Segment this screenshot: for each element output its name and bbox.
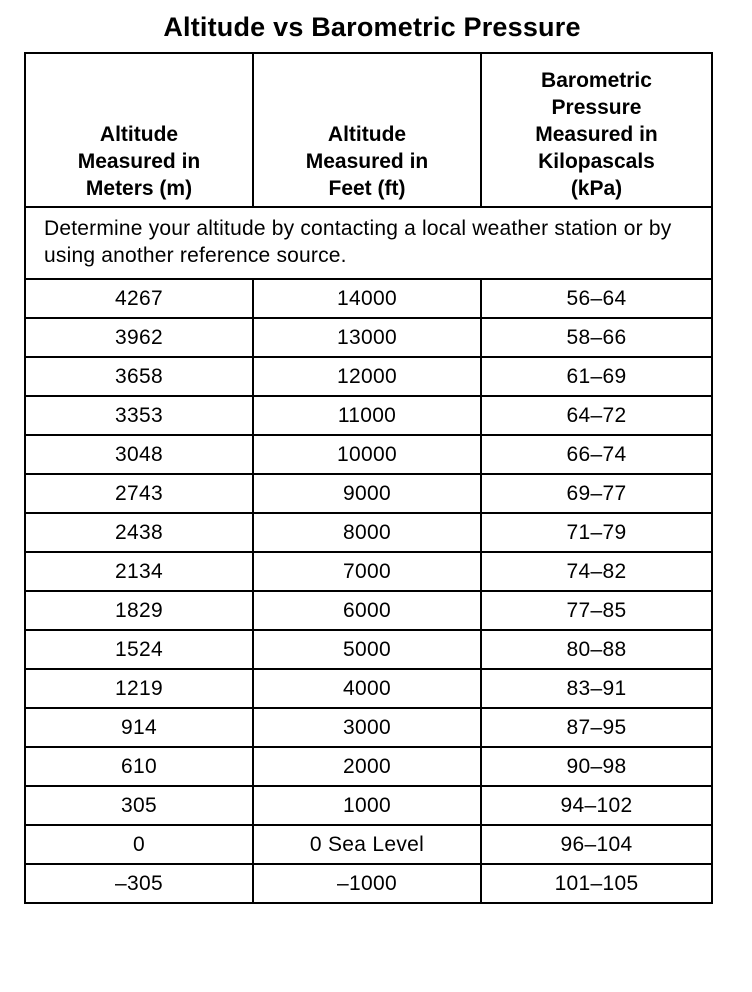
table-row	[25, 513, 712, 552]
cell-feet: 10000	[253, 435, 481, 474]
cell-meters: 3658	[25, 357, 253, 396]
header-feet: Altitude Measured in Feet (ft)	[253, 53, 481, 207]
table-row	[25, 474, 712, 513]
cell-kpa: 71–79	[481, 513, 712, 552]
cell-meters: 610	[25, 747, 253, 786]
cell-kpa: 69–77	[481, 474, 712, 513]
cell-meters: 914	[25, 708, 253, 747]
cell-feet: 2000	[253, 747, 481, 786]
header-kpa: Barometric Pressure Measured in Kilopascals (kPa)	[481, 53, 712, 207]
cell-feet: 11000	[253, 396, 481, 435]
note-row	[25, 207, 712, 279]
cell-kpa: 96–104	[481, 825, 712, 864]
note-text: Determine your altitude by contacting a local weather station or by using another reference source.	[25, 207, 712, 279]
cell-kpa: 94–102	[481, 786, 712, 825]
table-row	[25, 435, 712, 474]
table-row	[25, 669, 712, 708]
cell-feet: 7000	[253, 552, 481, 591]
cell-kpa: 80–88	[481, 630, 712, 669]
altitude-pressure-table	[24, 52, 713, 904]
table-row	[25, 591, 712, 630]
cell-meters: 305	[25, 786, 253, 825]
cell-meters: 3048	[25, 435, 253, 474]
cell-meters: 1219	[25, 669, 253, 708]
cell-kpa: 56–64	[481, 279, 712, 318]
table-row	[25, 747, 712, 786]
cell-feet: 8000	[253, 513, 481, 552]
cell-feet: 6000	[253, 591, 481, 630]
cell-kpa: 101–105	[481, 864, 712, 903]
cell-meters: 3962	[25, 318, 253, 357]
cell-meters: 0	[25, 825, 253, 864]
cell-feet: 13000	[253, 318, 481, 357]
table-row	[25, 552, 712, 591]
page-title: Altitude vs Barometric Pressure	[163, 12, 581, 42]
cell-feet: 14000	[253, 279, 481, 318]
table-row	[25, 825, 712, 864]
cell-kpa: 83–91	[481, 669, 712, 708]
table-row	[25, 396, 712, 435]
table-row	[25, 708, 712, 747]
cell-meters: –305	[25, 864, 253, 903]
cell-meters: 2743	[25, 474, 253, 513]
header-row	[25, 53, 712, 207]
table-row	[25, 864, 712, 903]
cell-kpa: 61–69	[481, 357, 712, 396]
cell-feet: 3000	[253, 708, 481, 747]
table-row	[25, 357, 712, 396]
cell-kpa: 77–85	[481, 591, 712, 630]
cell-feet: 9000	[253, 474, 481, 513]
cell-meters: 1829	[25, 591, 253, 630]
cell-meters: 4267	[25, 279, 253, 318]
cell-kpa: 58–66	[481, 318, 712, 357]
cell-meters: 2438	[25, 513, 253, 552]
table-row	[25, 630, 712, 669]
cell-feet: 5000	[253, 630, 481, 669]
cell-feet: 12000	[253, 357, 481, 396]
cell-feet: 1000	[253, 786, 481, 825]
cell-kpa: 66–74	[481, 435, 712, 474]
cell-meters: 3353	[25, 396, 253, 435]
cell-meters: 2134	[25, 552, 253, 591]
cell-feet: 4000	[253, 669, 481, 708]
cell-kpa: 74–82	[481, 552, 712, 591]
table-row	[25, 279, 712, 318]
cell-meters: 1524	[25, 630, 253, 669]
cell-feet: –1000	[253, 864, 481, 903]
cell-feet: 0 Sea Level	[253, 825, 481, 864]
cell-kpa: 64–72	[481, 396, 712, 435]
table-row	[25, 786, 712, 825]
table-row	[25, 318, 712, 357]
header-meters: Altitude Measured in Meters (m)	[25, 53, 253, 207]
cell-kpa: 87–95	[481, 708, 712, 747]
cell-kpa: 90–98	[481, 747, 712, 786]
